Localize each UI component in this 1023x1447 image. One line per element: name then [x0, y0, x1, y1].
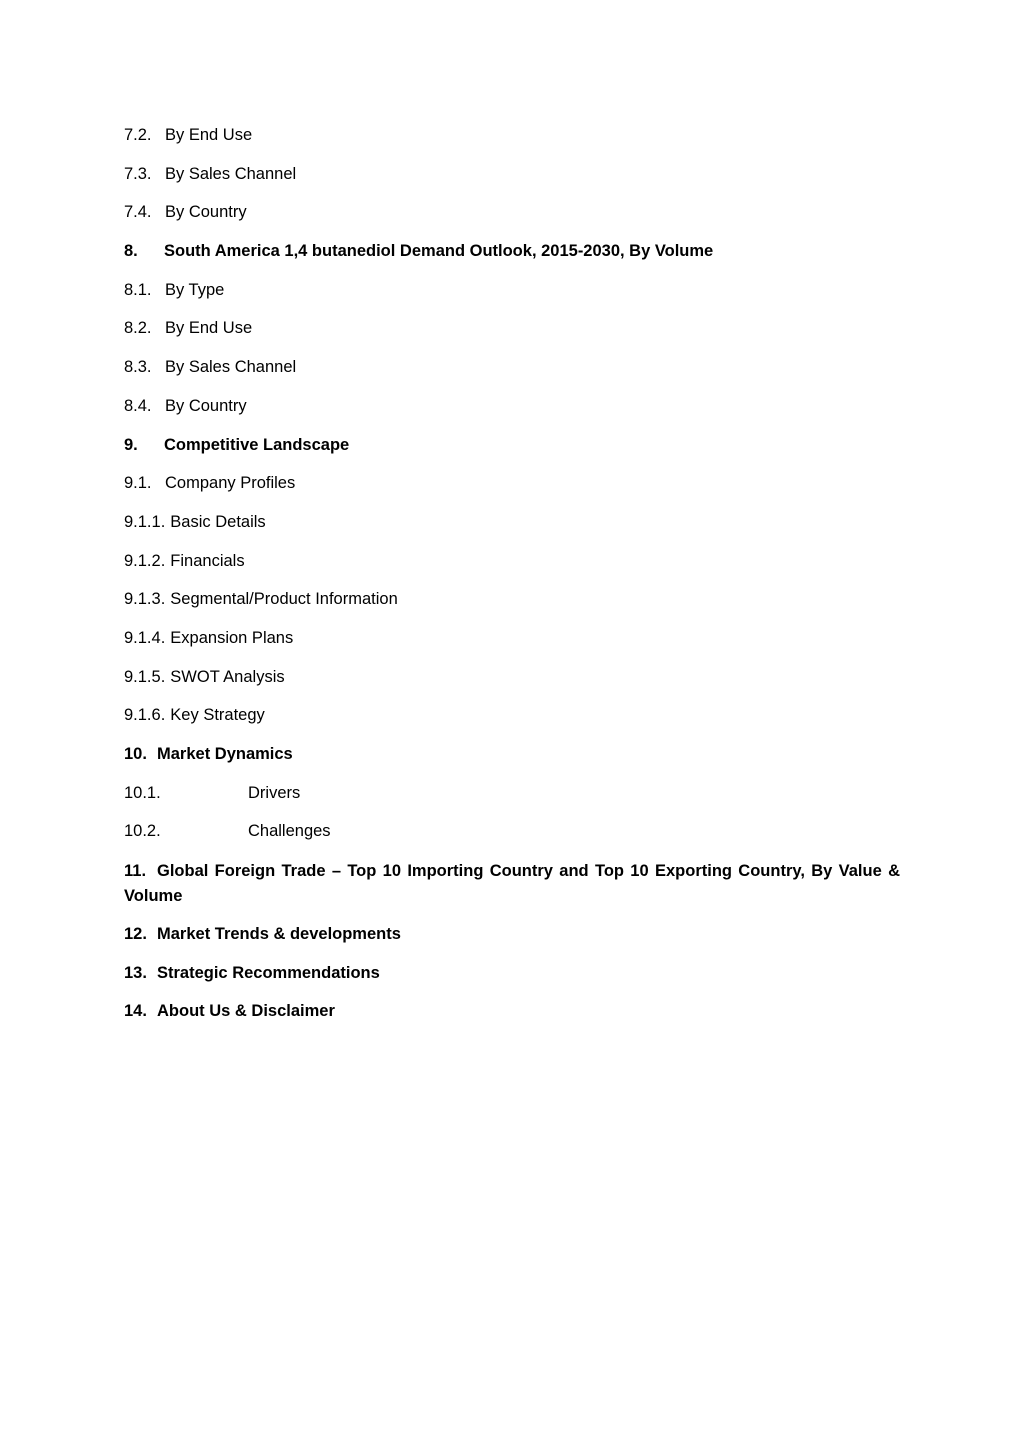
- toc-entry-label: By Sales Channel: [165, 164, 297, 183]
- toc-entry-label: By End Use: [165, 126, 253, 144]
- toc-entry-number: 10.2.: [124, 822, 161, 841]
- toc-entry-label: By Country: [165, 203, 247, 222]
- toc-entry-8-4: [124, 395, 900, 417]
- toc-entry-number: 7.3.: [124, 164, 152, 183]
- toc-entry-label: Key Strategy: [170, 706, 265, 725]
- toc-entry-label: Market Dynamics: [157, 745, 293, 763]
- toc-entry-label: About Us & Disclaimer: [157, 1002, 335, 1021]
- toc-section-8: [124, 240, 900, 262]
- toc-entry-number: 10.1.: [124, 783, 161, 802]
- toc-entry-label: Financials: [170, 551, 245, 570]
- toc-entry-label: Company Profiles: [165, 474, 296, 493]
- toc-entry-number: 9.1.3.: [124, 590, 166, 609]
- toc-section-9: [124, 434, 900, 456]
- toc-section-10: [124, 743, 900, 765]
- toc-entry-label: Global Foreign Trade – Top 10 Importing Country and Top 10 Exporting Country, By Value & Volume: [124, 862, 900, 906]
- toc-section-14: [124, 1000, 900, 1022]
- toc-entry-label: Competitive Landscape: [164, 435, 350, 454]
- toc-entry-number: 8.2.: [124, 319, 152, 338]
- toc-section-12: [124, 923, 900, 945]
- toc-entry-number: 9.1.6.: [124, 706, 166, 725]
- toc-entry-label: By Country: [165, 396, 247, 415]
- toc-entry-number: 8.1.: [124, 280, 152, 299]
- toc-entry-8-3: [124, 356, 900, 378]
- toc-entry-label: By End Use: [165, 319, 253, 338]
- toc-entry-9-1-2: [124, 550, 900, 572]
- toc-entry-7-2: [124, 124, 900, 146]
- toc-entry-number: 9.1.2.: [124, 551, 166, 570]
- toc-entry-number: 9.: [124, 435, 138, 454]
- toc-entry-8-1: [124, 279, 900, 301]
- toc-entry-9-1-4: [124, 627, 900, 649]
- toc-entry-label: Expansion Plans: [170, 628, 294, 647]
- toc-section-11: [124, 859, 900, 909]
- toc-entry-10-2: [124, 820, 900, 842]
- toc-entry-label: SWOT Analysis: [170, 667, 285, 686]
- toc-entry-label: Strategic Recommendations: [157, 963, 380, 982]
- toc-entry-9-1-6: [124, 704, 900, 726]
- toc-entry-9-1-5: [124, 666, 900, 688]
- toc-entry-9-1-3: [124, 588, 900, 610]
- toc-entry-label: Segmental/Product Information: [170, 590, 398, 609]
- toc-entry-label: Drivers: [248, 783, 301, 802]
- toc-entry-number: 10.: [124, 745, 147, 763]
- toc-entry-8-2: [124, 317, 900, 339]
- toc-entry-label: By Type: [165, 280, 225, 299]
- toc-entry-label: Challenges: [248, 822, 331, 841]
- toc-entry-7-3: [124, 163, 900, 185]
- toc-entry-number: 11.: [124, 862, 147, 881]
- toc-entry-number: 12.: [124, 925, 147, 944]
- toc-entry-number: 9.1.5.: [124, 667, 166, 686]
- toc-entry-number: 8.: [124, 242, 138, 261]
- toc-section-13: [124, 962, 900, 984]
- toc-entry-number: 9.1.: [124, 474, 152, 493]
- toc-entry-9-1: [124, 472, 900, 494]
- toc-entry-number: 13.: [124, 963, 147, 982]
- toc-entry-10-1: [124, 782, 900, 804]
- table-of-contents: [124, 124, 900, 1039]
- toc-entry-number: 9.1.4.: [124, 628, 166, 647]
- toc-entry-label: Market Trends & developments: [157, 925, 401, 944]
- toc-entry-number: 14.: [124, 1002, 147, 1021]
- toc-entry-label: Basic Details: [170, 512, 266, 531]
- toc-entry-number: 9.1.1.: [124, 512, 166, 531]
- toc-entry-label: By Sales Channel: [165, 358, 297, 377]
- toc-entry-9-1-1: [124, 511, 900, 533]
- toc-entry-number: 8.4.: [124, 396, 152, 415]
- toc-entry-number: 8.3.: [124, 358, 152, 377]
- toc-entry-number: 7.2.: [124, 126, 152, 144]
- toc-entry-7-4: [124, 201, 900, 223]
- toc-entry-number: 7.4.: [124, 203, 152, 222]
- toc-entry-label: South America 1,4 butanediol Demand Outlook, 2015-2030, By Volume: [164, 242, 714, 261]
